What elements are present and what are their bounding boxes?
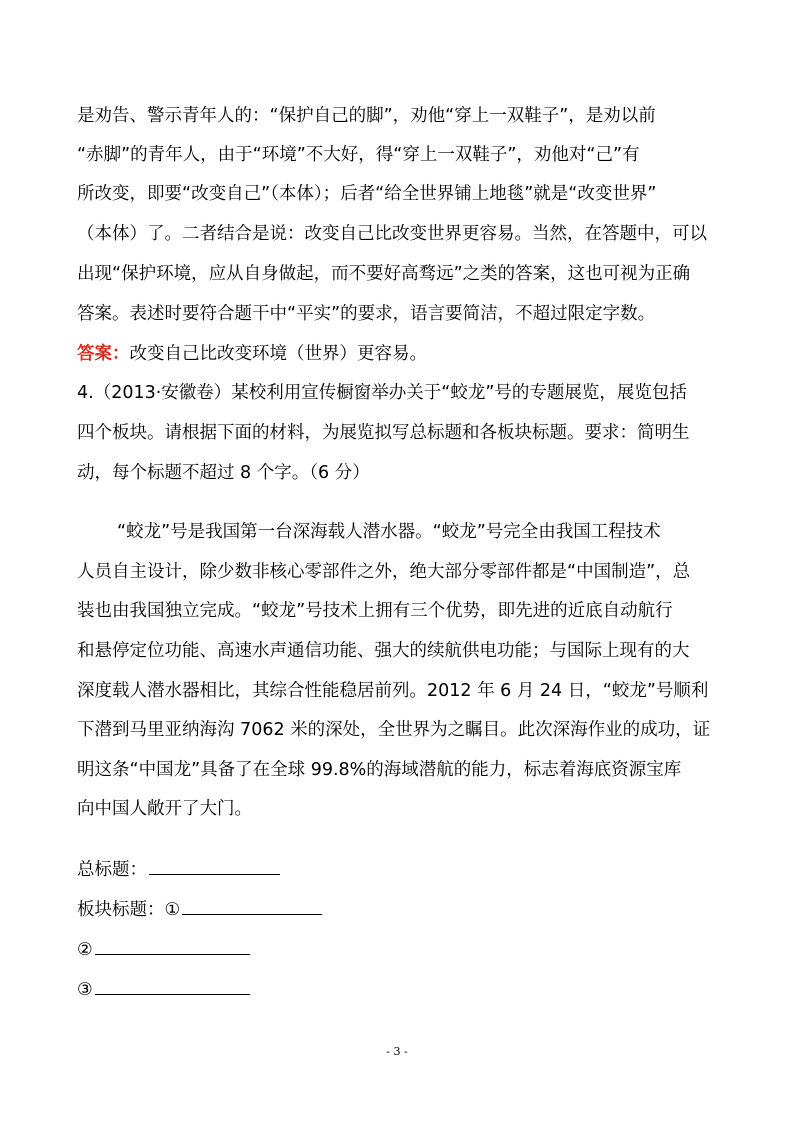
section-title-blank-3[interactable] [95, 976, 250, 995]
main-title-row [77, 856, 722, 882]
paragraph-line: （本体）了。二者结合是说：改变自己比改变世界更容易。当然，在答题中，可以 [77, 224, 707, 244]
material-line: 人员自主设计，除少数非核心零部件之外，绝大部分零部件都是“中国制造”，总 [77, 562, 691, 582]
section-title-row [77, 936, 722, 962]
material-line: 和悬停定位功能、高速水声通信功能、强大的续航供电功能；与国际上现有的大 [77, 641, 690, 661]
section-title-row [77, 896, 722, 922]
material-line: 深度载人潜水器相比，其综合性能稳居前列。2012 年 6 月 24 日，“蛟龙”号顺利 [77, 681, 709, 701]
page-number: - 3 - [386, 1045, 408, 1058]
material-line: 下潜到马里亚纳海沟 7062 米的深处，全世界为之瞩目。此次深海作业的成功，证 [77, 720, 711, 740]
material-line: 向中国人敞开了大门。 [77, 799, 252, 819]
main-title-label: 总标题： [77, 860, 147, 880]
answer-text: 改变自己比改变环境（世界）更容易。 [129, 344, 427, 364]
material-line: 装也由我国独立完成。“蛟龙”号技术上拥有三个优势，即先进的近底自动航行 [77, 601, 673, 621]
paragraph-line: 所改变，即要“改变自己”（本体）；后者“给全世界铺上地毯”就是“改变世界” [77, 184, 657, 204]
blank-marker: ① [164, 900, 181, 920]
material-line: 明这条“中国龙”具备了在全球 99.8%的海域潜航的能力，标志着海底资源宝库 [77, 760, 682, 780]
section-title-blank-1[interactable] [182, 896, 322, 915]
section-title-blank-2[interactable] [95, 936, 250, 955]
main-title-blank[interactable] [149, 856, 280, 875]
material-line: “蛟龙”号是我国第一台深海载人潜水器。“蛟龙”号完全由我国工程技术 [117, 522, 661, 542]
blank-marker: ③ [77, 980, 93, 1000]
question-prompt-line: 4.（2013·安徽卷）某校利用宣传橱窗举办关于“蛟龙”号的专题展览，展览包括 [77, 383, 687, 403]
paragraph-line: 出现“保护环境，应从自身做起，而不要好高骛远”之类的答案，这也可视为正确 [77, 264, 691, 284]
section-title-row [77, 976, 722, 1002]
section-title-label: 板块标题： [77, 900, 165, 920]
paragraph-line: 是劝告、警示青年人的：“保护自己的脚”，劝他“穿上一双鞋子”，是劝以前 [77, 106, 656, 126]
answer-label: 答案： [77, 344, 130, 364]
blank-marker: ② [77, 940, 93, 960]
paragraph-line: 答案。表述时要符合题干中“平实”的要求，语言要简洁，不超过限定字数。 [77, 304, 656, 324]
question-prompt-line: 四个板块。请根据下面的材料，为展览拟写总标题和各板块标题。要求：简明生 [77, 423, 690, 443]
question-prompt-line: 动，每个标题不超过 8 个字。（6 分） [77, 463, 370, 483]
answer-line [77, 342, 722, 366]
paragraph-line: “赤脚”的青年人，由于“环境”不大好，得“穿上一双鞋子”，劝他对“己”有 [77, 145, 640, 165]
